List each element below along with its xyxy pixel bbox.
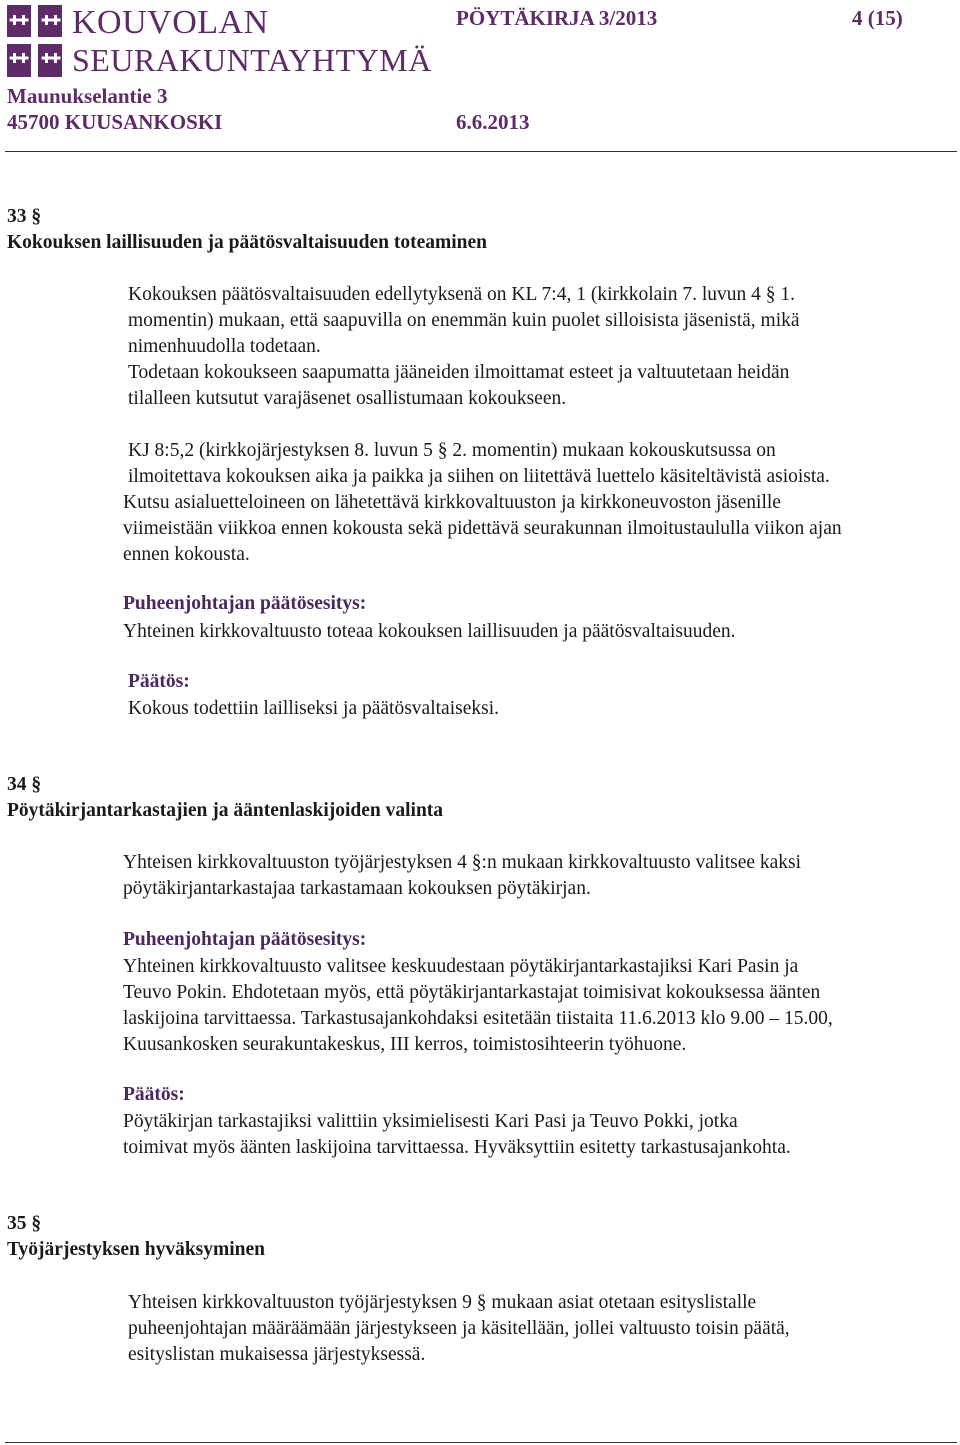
page-number: 4 (15) [852,6,903,30]
address-street: Maunukselantie 3 [7,84,168,108]
church-cross-logo-icon [7,5,62,77]
proposal-label: Puheenjohtajan päätösesitys: [123,593,367,614]
footer-divider [5,1442,957,1443]
proposal-text: Yhteinen kirkkovaltuusto toteaa kokouksen laillisuuden ja päätösvaltaisuuden. [123,621,736,642]
proposal-text: Yhteinen kirkkovaltuusto valitsee keskuudestaan pöytäkirjantarkastajiksi Kari Pasin ja Teuvo Pokin. Ehdotetaan myös, että pöytäkirjantarkastajat toimisivat kokouksessa äänten laskijoina tarvittaessa. Tarkastusajankohdaksi esitetään tiistaita 11.6.2013 klo 9.00 – 15.00, Kuusankosken seurakuntakeskus, III kerros, toimistosihteerin työhuone. [123,956,833,1055]
address-city: 45700 KUUSANKOSKI [7,110,223,134]
decision-text: Pöytäkirjan tarkastajiksi valittiin yksimielisesti Kari Pasi ja Teuvo Pokki, jotka toimivat myös äänten laskijoina tarvittaessa. Hyväksyttiin esitetty tarkastusajankohta. [123,1111,791,1158]
section-title: Työjärjestyksen hyväksyminen [7,1239,266,1260]
section-number: 34 § [7,774,42,795]
section-number: 35 § [7,1213,42,1234]
paragraph: Yhteisen kirkkovaltuuston työjärjestyksen 4 §:n mukaan kirkkovaltuusto valitsee kaksi pöytäkirjantarkastajaa tarkastamaan kokouksen pöytäkirjan. [123,852,802,899]
paragraph: Kutsu asialuetteloineen on lähetettävä kirkkovaltuuston ja kirkkoneuvoston jäsenille viimeistään viikkoa ennen kokousta sekä pidettävä seurakunnan ilmoitustaululla viikon ajan ennen kokousta. [123,492,842,565]
org-name-line2: SEURAKUNTAYHTYMÄ [72,42,432,78]
decision-label: Päätös: [128,671,190,692]
paragraph: Todetaan kokoukseen saapumatta jääneiden ilmoittamat esteet ja valtuutetaan heidän tilalleen kutsutut varajäsenet osallistumaan kokoukseen. [128,362,790,409]
paragraph: Kokouksen päätösvaltaisuuden edellytyksenä on KL 7:4, 1 (kirkkolain 7. luvun 4 § 1. momentin) mukaan, että saapuvilla on enemmän kuin puolet silloisista jäsenistä, mikä nimenhuudolla todetaan. [128,284,800,357]
org-name-line1: KOUVOLAN [72,4,269,41]
proposal-label: Puheenjohtajan päätösesitys: [123,929,367,950]
section-title: Kokouksen laillisuuden ja päätösvaltaisuuden toteaminen [7,232,488,253]
document-title: PÖYTÄKIRJA 3/2013 [456,6,658,30]
section-number: 33 § [7,206,42,227]
paragraph: KJ 8:5,2 (kirkkojärjestyksen 8. luvun 5 § 2. momentin) mukaan kokouskutsussa on ilmoitettava kokouksen aika ja paikka ja siihen on liitettävä luettelo käsiteltävistä asioista. [128,440,830,487]
decision-text: Kokous todettiin lailliseksi ja päätösvaltaiseksi. [128,698,499,719]
header-divider [5,151,957,152]
decision-label: Päätös: [123,1084,185,1105]
document-date: 6.6.2013 [456,110,530,134]
paragraph: Yhteisen kirkkovaltuuston työjärjestyksen 9 § mukaan asiat otetaan esityslistalle puheenjohtajan määräämään järjestykseen ja käsitellään, jollei valtuusto toisin päätä, esityslistan mukaisessa järjestyksessä. [128,1292,790,1365]
section-title: Pöytäkirjantarkastajien ja ääntenlaskijoiden valinta [7,800,444,821]
